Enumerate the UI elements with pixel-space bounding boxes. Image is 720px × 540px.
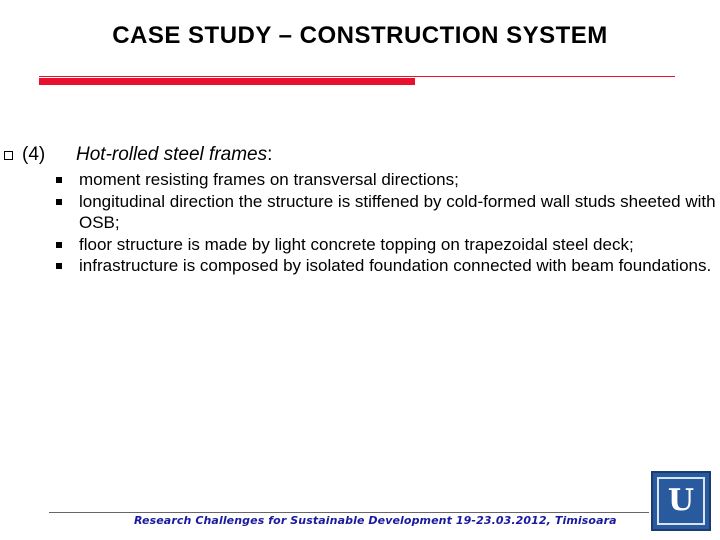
bullet-text: moment resisting frames on transversal directions; bbox=[79, 170, 459, 189]
logo-emblem-icon: U bbox=[657, 477, 705, 525]
title-underline-thick bbox=[39, 78, 415, 85]
bullet-icon bbox=[56, 177, 62, 183]
title-underline-thin bbox=[39, 76, 675, 77]
section-heading-text: Hot-rolled steel frames bbox=[76, 144, 268, 165]
list-item bbox=[56, 255, 716, 277]
bullet-icon bbox=[56, 242, 62, 248]
section-number: (4) bbox=[22, 144, 46, 165]
university-logo bbox=[651, 471, 711, 531]
slide-title: CASE STUDY – CONSTRUCTION SYSTEM bbox=[112, 22, 608, 49]
square-bullet-icon bbox=[4, 151, 13, 160]
bullet-list bbox=[56, 169, 716, 277]
bullet-icon bbox=[56, 263, 62, 269]
section-heading bbox=[76, 144, 272, 166]
footer-text: Research Challenges for Sustainable Development 19-23.03.2012, Timisoara bbox=[134, 514, 617, 527]
bullet-text: longitudinal direction the structure is stiffened by cold-formed wall studs sheeted with OSB; bbox=[79, 191, 716, 232]
bullet-text: infrastructure is composed by isolated foundation connected with beam foundations. bbox=[79, 256, 712, 275]
bullet-text: floor structure is made by light concrete topping on trapezoidal steel deck; bbox=[79, 234, 634, 254]
list-item bbox=[56, 169, 716, 191]
section-heading-colon: : bbox=[267, 144, 273, 165]
bullet-icon bbox=[56, 199, 62, 205]
footer-divider bbox=[49, 512, 649, 513]
list-item bbox=[56, 234, 716, 256]
list-item bbox=[56, 191, 716, 234]
